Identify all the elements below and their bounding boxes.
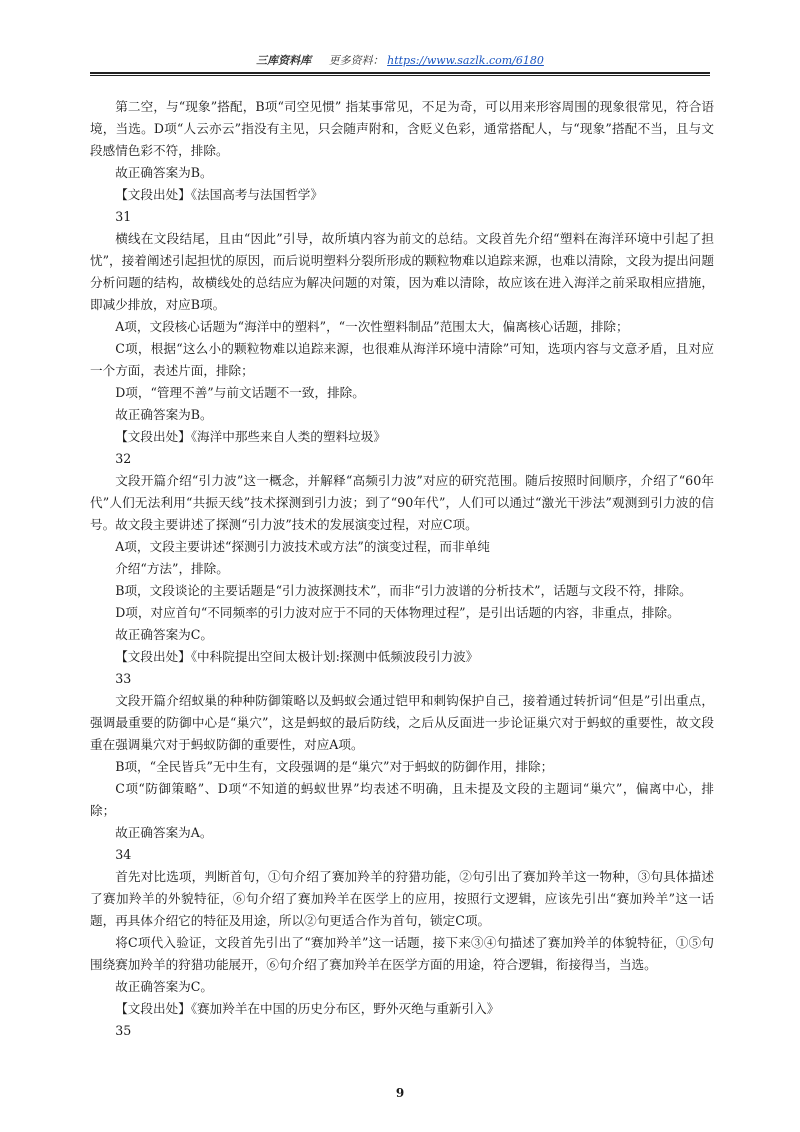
- paragraph: D项，“管理不善”与前文话题不一致，排除。: [115, 385, 365, 400]
- paragraph: 横线在文段结尾，且由“因此”引导，故所填内容为前文的总结。文段首先介绍“塑料在海洋环境中引起了担忧”，接着阐述引起担忧的原因，而后说明塑料分裂所形成的颗粒物难以追踪来源，也难以清除，文段为提出问题 分析问题的结构，故横线处的总结应为解决问题的对策，因为难以清除，故应该在进入海洋之前采取相应措施，即减少排放，对应B项。: [90, 231, 714, 312]
- paragraph: 第二空，与“现象”搭配，B项“司空见惯” 指某事常见，不足为奇，可以用来形容周围的现象很常见，符合语境，当选。D项“人云亦云”指没有主见，只会随声附和，含贬义色彩，通常搭配人，与“现象”搭配不当，且与文段感情色彩不符，排除。: [90, 99, 714, 158]
- paragraph: C项“防御策略”、D项“不知道的蚂蚁世界”均表述不明确，且未提及文段的主题词“巢穴”，偏离中心，排除；: [90, 781, 714, 818]
- paragraph: A项，文段核心话题为“海洋中的塑料”，“一次性塑料制品”范围太大，偏离核心话题，排除；: [115, 319, 629, 334]
- question-number: 34: [115, 847, 132, 862]
- header-rule-thin: [90, 75, 710, 76]
- paragraph: B项，文段谈论的主要话题是“引力波探测技术”，而非“引力波谱的分析技术”，话题与文段不符，排除。: [115, 583, 692, 598]
- paragraph: 故正确答案为B。: [115, 165, 213, 180]
- header-rule-thick: [90, 72, 710, 74]
- paragraph: 故正确答案为B。: [115, 407, 213, 422]
- paragraph: 介绍“方法”，排除。: [115, 561, 229, 576]
- paragraph: C项，根据“这么小的颗粒物难以追踪来源，也很难从海洋环境中清除”可知，选项内容与文意矛盾，且对应一个方面，表述片面，排除；: [90, 341, 714, 378]
- paragraph: 故正确答案为C。: [115, 627, 213, 642]
- question-number: 35: [115, 1023, 132, 1038]
- paragraph: 【文段出处】《赛加羚羊在中国的历史分布区，野外灭绝与重新引入》: [115, 1001, 500, 1016]
- paragraph: 将C项代入验证，文段首先引出了“赛加羚羊”这一话题，接下来③④句描述了赛加羚羊的体貌特征，①⑤句围绕赛加羚羊的狩猎功能展开，⑥句介绍了赛加羚羊在医学方面的用途，符合逻辑，衔接得当，当选。: [90, 935, 714, 972]
- page-number: 9: [395, 1086, 405, 1100]
- paragraph: A项，文段主要讲述“探测引力波技术或方法”的演变过程，而非单纯: [115, 539, 490, 554]
- document-body: [90, 96, 714, 1042]
- paragraph: 文段开篇介绍“引力波”这一概念，并解释“高频引力波”对应的研究范围。随后按照时间顺序，介绍了“60年代”人们无法利用“共振天线”技术探测到引力波；到了“90年代”，人们可以通过“激光干涉法”观测到引力波的信号。故文段主要讲述了探测“引力波”技术的发展演变过程，对应C项。: [90, 473, 714, 532]
- source-link[interactable]: https://www.sazlk.com/6180: [387, 54, 544, 67]
- paragraph: 首先对比选项，判断首句，①句介绍了赛加羚羊的狩猎功能，②句引出了赛加羚羊这一物种，③句具体描述了赛加羚羊的外貌特征，⑥句介绍了赛加羚羊在医学上的应用，按照行文逻辑，应该先引出“赛加羚羊”这一话题，再具体介绍它的特征及用途，所以②句更适合作为首句，锁定C项。: [90, 869, 714, 928]
- brand-name: 三库资料库: [256, 54, 312, 67]
- paragraph: 【文段出处】《中科院提出空间太极计划:探测中低频波段引力波》: [115, 649, 479, 664]
- paragraph: 【文段出处】《法国高考与法国哲学》: [115, 187, 323, 202]
- question-number: 32: [115, 451, 132, 466]
- page-header: [90, 52, 710, 68]
- paragraph: 故正确答案为A。: [115, 825, 213, 840]
- paragraph: 故正确答案为C。: [115, 979, 213, 994]
- paragraph: B项，“全民皆兵”无中生有，文段强调的是“巢穴”对于蚂蚁的防御作用，排除；: [115, 759, 554, 774]
- more-label: 更多资料：: [328, 54, 384, 67]
- paragraph: 文段开篇介绍蚁巢的种种防御策略以及蚂蚁会通过铠甲和刺钩保护自己，接着通过转折词“但是”引出重点，强调最重要的防御中心是“巢穴”，这是蚂蚁的最后防线，之后从反面进一步论证巢穴对于蚂蚁的重要性，故文段重在强调巢穴对于蚂蚁防御的重要性，对应A项。: [90, 693, 714, 752]
- question-number: 33: [115, 671, 132, 686]
- question-number: 31: [115, 209, 132, 224]
- paragraph: D项，对应首句“不同频率的引力波对应于不同的天体物理过程”，是引出话题的内容，非重点，排除。: [115, 605, 680, 620]
- paragraph: 【文段出处】《海洋中那些来自人类的塑料垃圾》: [115, 429, 386, 444]
